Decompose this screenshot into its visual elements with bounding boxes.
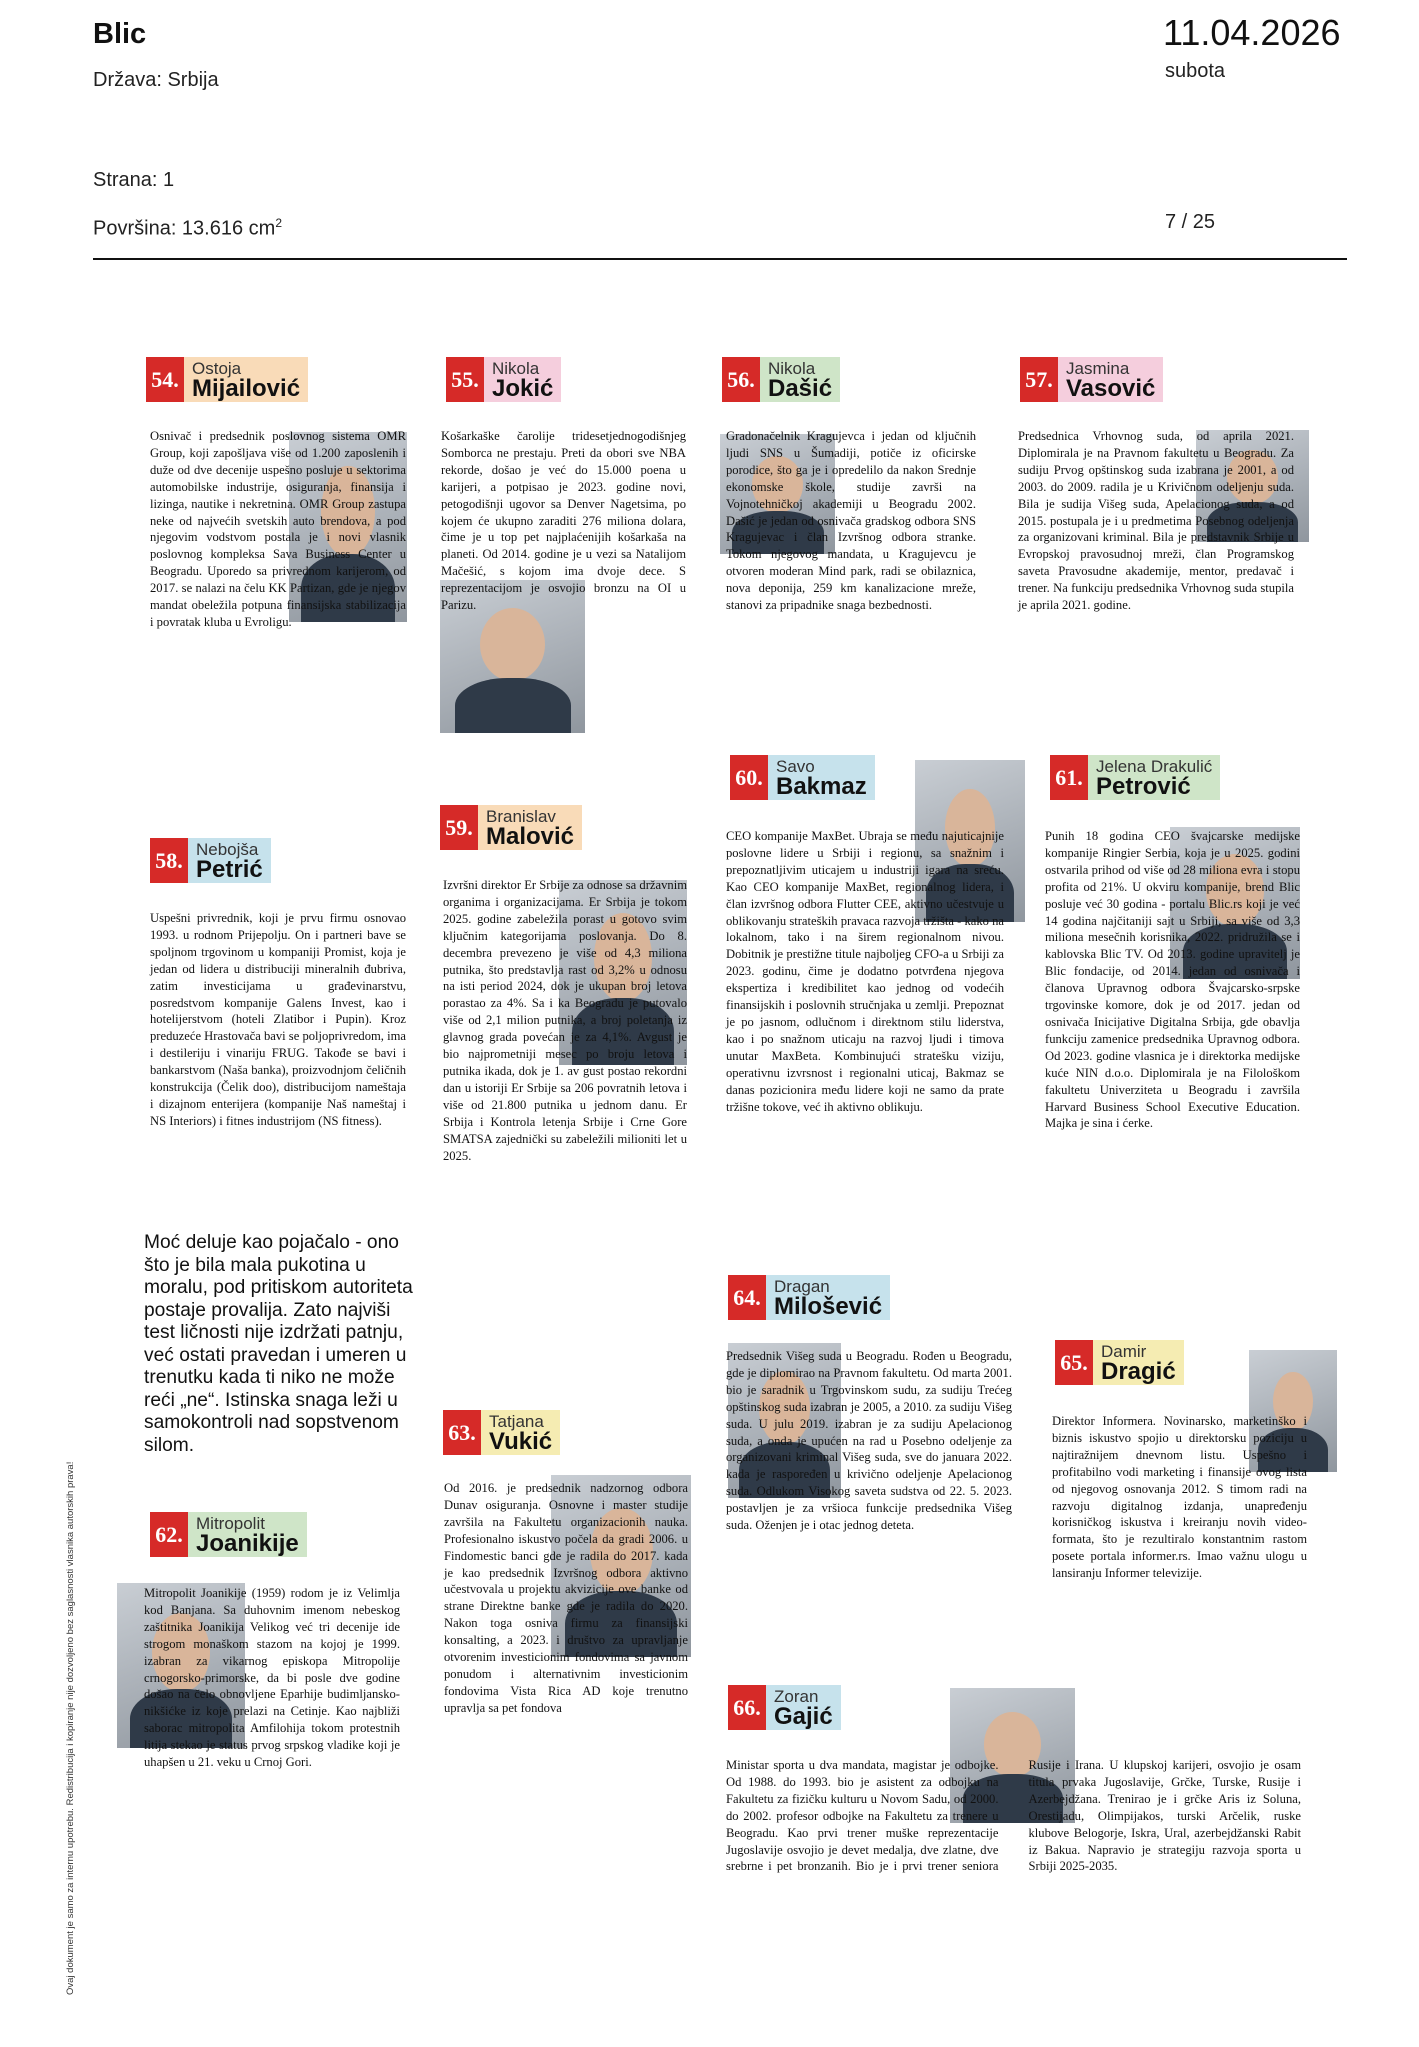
label-63 [443,1410,560,1455]
publication-name: Blic [93,18,147,50]
first-name: Nikola [492,358,540,378]
label-55 [446,357,561,402]
last-name: Bakmaz [776,772,867,800]
entry-number: 59. [440,805,478,850]
bio: Gradonačelnik Kragujevca i jedan od ključnih ljudi SNS u Šumadiji, potiče iz oficirske porodice, što ga je i opredelilo da nakon Srednje ekonomske škole, studije završi na Vojnotehničkoj akademiji u Beogradu 2002. Dašić je jedan od osnivača gradskog odbora SNS Kragujevac i član Izvršnog odbora stranke. Tokom njegovog mandata, u Kragujevcu je otvoren moderan Mind park, radi se obilaznica, nova deponija, 259 km kanalizacione mreže, stanovi za pripadnike snaga bezbednosti. [726,429,976,613]
first-name: Nikola [768,358,816,378]
label-60 [730,755,875,800]
entry-number: 55. [446,357,484,402]
last-name: Petrić [196,855,263,883]
entry-number: 64. [728,1275,766,1320]
last-name: Mijailović [192,374,301,402]
bio: Košarkaške čarolije tridesetjednogodišnjeg Somborca ne prestaju. Preti da obori sve NBA rekorde, došao je već do 15.000 poena u karijeri, a potpisao je 2023. godine novi, petogodišnji ugovor sa Denver Nagetsima, po kojem će ukupno zaraditi 276 miliona dolara, čime je u top pet najplaćenijih košarkaša na planeti. Od 2014. godine je u vezi sa Natalijom Mačešić, s kojom ima dvoje dece. S reprezentacijom je osvojio bronzu na OI u Parizu. [441,429,686,613]
bio-text-54 [150,428,406,631]
first-name: Savo [776,756,815,776]
area-unit-exponent: 2 [275,216,283,230]
entry-number: 65. [1055,1340,1093,1385]
issue-day: subota [1165,60,1226,82]
last-name: Joanikije [196,1529,299,1557]
bio: Mitropolit Joanikije (1959) rodom je iz Velimlja kod Banjana. Sa duhovnim imenom nebeskog zaštitnika Joanikija Velikog već tri decenije ide strogom monaškom stazom na kojoj je 1999. izabran za vikarnog episkopa Mitropolije crnogorsko-primorske, da bi posle dve godine došao na čelo obnovljene Eparhije budimljansko-nikšićke iz koje prelazi na Cetinje. Kao najbliži saborac mitropolita Amfilohija tokom protestnih litija stekao je status prvog srpskog vladike koji je uhapšen u 21. veku u Crnoj Gori. [144,1586,400,1770]
first-name: Nebojša [196,839,259,859]
header-divider [93,258,1347,260]
bio-text-57 [1018,428,1294,614]
label-57 [1020,357,1163,402]
entry-number: 57. [1020,357,1058,402]
bio: Izvršni direktor Er Srbije za odnose sa državnim organima i organizacijama. Er Srbija je tokom 2025. godine zabeležila porast u gotovo svim ključnim kategorijama poslovanja. Do 8. decembra prevezeno je više od 4,3 miliona putnika, što predstavlja rast od 3,2% u odnosu na isti period 2024, dok je ukupan broj letova porastao za 4%. Sa i ka Beogradu je putovalo više od 2,1 milion putnika, a broj poletanja iz glavnog grada povećan je za 4,1%. Avgust je bio najprometniji mesec po broju letova i putnika ikada, dok je 1. av gust postao rekordni dan u istoriji Er Srbije sa 206 povratnih letova i više od 21.800 putnika u jednom danu. Er Srbija i Kontrola letenja Srbije i Crne Gore SMATSA zajednički su zabeležili milioniti let u 2025. [443,878,687,1163]
bio: Predsednica Vrhovnog suda, od aprila 2021. Diplomirala je na Pravnom fakultetu u Beogradu. Za sudiju Prvog opštinskog suda izabrana je 2001, a od 2003. do 2009. radila je u Krivičnom odeljenju suda. Bila je sudija Višeg suda, Apelacionog suda, a od 2015. postupala je i u predmetima Posebnog odeljenja za organizovani kriminal. Bila je predstavnik Srbije u Evropskoj pravosudnoj mreži, član Programskog saveta Pravosudne akademije, mentor, predavač i trener. Na funkciju predsednika Vrhovnog suda stupila je aprila 2021. godine. [1018,429,1294,613]
last-name: Petrović [1096,772,1191,800]
label-54 [146,357,308,402]
last-name: Gajić [774,1702,833,1730]
label-64 [728,1275,890,1320]
entry-number: 58. [150,838,188,883]
bio-text-60 [726,828,1004,1115]
bio: Uspešni privrednik, koji je prvu firmu osnovao 1993. u rodnom Prijepolju. On i partneri bave se spoljnom trgovinom u kompaniji Promist, koja je jedan od lidera u distribuciji mineralnih đubriva, zatim investicijama u građevinarstvu, posredstvom kompanije Galens Invest, kao i hotelijerstvom (hoteli Zlatibor i Pupin). Kroz preduzeće Hrastovača bavi se poljoprivredom, ima i destileriju i vinariju FRUG. Takođe se bavi i bankarstvom (Naša banka), proizvodnjom čeličnih konstrukcija (Čelik doo), distribucijom nameštaja i dizajnom enterijera (kompanije Naš nameštaj i NS Interiors) i fitnes industrijom (NS fitness). [150,911,406,1128]
entry-number: 56. [722,357,760,402]
label-56 [722,357,840,402]
copyright-note: Ovaj dokument je samo za internu upotrebu. Redistribucija i kopiranje nije dozvoljeno bez saglasnosti vlasnika autorskih prava! [65,1461,76,1995]
label-65 [1055,1340,1184,1385]
last-name: Vukić [489,1427,553,1455]
bio: Osnivač i predsednik poslovnog sistema OMR Group, koji zapošljava više od 1.200 zaposlenih i duže od dve decenije uspešno posluje u sektorima automobilske industrije, osiguranja, finansija i lizinga, nautike i nekretnina. OMR Group zastupa neke od najvećih svetskih auto brendova, a pod njegovim vodstvom postala je i novi vlasnik poslovnog kompleksa Sava Business Center u Beogradu. Uporedo sa privrednom karijerom, od 2017. se nalazi na čelu KK Partizan, gde je njegov mandat obeležila potpuna finansijska stabilizacija i povratak kluba u Evroligu. [150,429,406,629]
first-name: Mitropolit [196,1513,265,1533]
bio-text-66 [726,1757,1301,1875]
entry-number: 62. [150,1512,188,1557]
bio: Direktor Informera. Novinarsko, marketinško i biznis iskustvo spojio u direktorsku poziciju u najtiražnijem dnevnom listu. Uspešno i profitabilno vodi marketing i finansije ovog lista od njegovog osnovanja 2012. S timom radi na razvoju digitalnog izdanja, unapređenju korisničkog iskustva i kreiranju novih video-formata, što je rezultiralo konstantnim rastom posete portala informer.rs. Imao važnu ulogu u lansiranju Informer televizije. [1052,1414,1307,1581]
area-label [93,216,282,241]
pull-quote: Moć deluje kao pojačalo - ono što je bila mala pukotina u moralu, pod pritiskom autoriteta postaje provalija. Zato najviši test ličnosti nije izdržati patnju, već ostati pravedan i umeren u trenutku kada ti niko ne može reći „ne“. Istinska snaga leži u samokontroli nad sopstvenom silom. [144,1232,413,1456]
bio: Punih 18 godina CEO švajcarske medijske kompanije Ringier Serbia, koja je u 2025. godini ostvarila prihod od više od 28 miliona evra i stopu profita od 21%. U okviru kompanije, brend Blic posluje već 30 godina - portalu Blic.rs koji je već 14 godina najčitaniji sajt u Srbiji, sa više od 3,3 miliona mesečnih korisnika, 2022. pridružila se i kablovska Blic TV. Od 2013. godine upravitelj je Blic fondacije, od 2014. jedan od osnivača i članova Upravnog odbora Švajcarsko-srpske trgovinske komore, dok je od 2017. jedan od osnivača Inicijative Digitalna Srbija, gde obavlja funkciju zamenice predsednika Upravnog odbora. Od 2023. godine vlasnica je i direktorka medijske kuće NIN d.o.o. Diplomirala je na Filološkom fakultetu Univerziteta u Beogradu i završila Harvard Business School Executive Education. Majka je sina i ćerke. [1045,829,1300,1131]
bio-text-62 [144,1585,400,1771]
country-label: Država: Srbija [93,69,219,91]
first-name: Branislav [486,806,556,826]
last-name: Dragić [1101,1357,1176,1385]
first-name: Damir [1101,1341,1147,1361]
entry-number: 63. [443,1410,481,1455]
bio: CEO kompanije MaxBet. Ubraja se među najuticajnije poslovne lidere u Srbiji i regionu, sa snažnim i prepoznatljivim uticajem u industriji igara na sreću. Kao CEO kompanije MaxBet, regionalnog lidera, i član izvršnog odbora Flutter CEE, aktivno učestvuje u oblikovanju strateških pravaca razvoja tržišta - kako na lokalnom, tako i na širem regionalnom nivou. Dobitnik je prestižne titule najboljeg CFO-a u Srbiji za 2023. godinu, čime je dodatno potvrđena njegova ekspertiza i kredibilitet kao jednog od vodećih finansijskih i poslovnih stručnjaka u zemlji. Prepoznat je po jasnom, odlučnom i direktnom stilu liderstva, kao i po snažnom uticaju na razvoj ljudi i timova unutar MaxBeta. Kombinujući stratešku viziju, operativnu izvrsnost i regionalni uticaj, Bakmaz se danas pozicionira među lidere koji ne samo da prate tržišne tokove, već ih aktivno oblikuju. [726,829,1005,1114]
last-name: Vasović [1066,374,1156,402]
first-name: Jelena Drakulić [1096,756,1213,776]
entry-number: 66. [728,1685,766,1730]
label-59 [440,805,582,850]
label-58 [150,838,271,883]
label-66 [728,1685,841,1730]
first-name: Dragan [774,1276,830,1296]
bio-text-59 [443,877,687,1164]
bio-text-55 [441,428,686,614]
first-name: Jasmina [1066,358,1130,378]
entry-number: 61. [1050,755,1088,800]
label-61 [1050,755,1220,800]
bio-text-56 [726,428,976,614]
first-name: Zoran [774,1686,819,1706]
bio: Ministar sporta u dva mandata, magistar je odbojke. Od 1988. do 1993. bio je asistent za odbojku na Fakultetu za fizičku kulturu u Novom Sadu, od 2000. do 2002. profesor odbojke na Fakultetu za trenere u Beogradu. Kao prvi trener muške reprezentacije Jugoslavije osvojio je devet medalja, dve zlatne, dve srebrne i pet bronzanih. Bio je i prvi trener seniora Rusije i Irana. U klupskoj karijeri, osvojio je osam titula prvaka Jugoslavije, Grčke, Turske, Rusije i Azerbejdžana. Trenirao je i grčke Aris iz Soluna, Orestijadu, Olimpijakos, turski Arčelik, ruske klubove Belogorje, Iskra, Ural, azerbejdžanski Rabit iz Bakua. Napravio je strategiju razvoja sporta u Srbiji 2025-2035. [726,1758,1301,1874]
bio-text-65 [1052,1413,1307,1582]
bio: Predsednik Višeg suda u Beogradu. Rođen u Beogradu, gde je diplomirao na Pravnom fakultetu. Od marta 2001. bio je saradnik u Trgovinskom sudu, za sudiju Trećeg opštinskog suda izabran je 2005, a 2010. za sudiju Višeg suda. U julu 2019. izabran je za sudiju Apelacionog suda, a onda je upućen na rad u Posebno odeljenje za organizovani kriminal Višeg suda, sve do januara 2022. kada je raspoređen u krivično odeljenje Apelacionog suda. Odlukom Visokog saveta sudstva od 22. 5. 2023. postavljen je za vršioca funkcije predsednika Višeg suda. Oženjen je i otac jednog deteta. [726,1349,1012,1533]
bio: Od 2016. je predsednik nadzornog odbora Dunav osiguranja. Osnovne i master studije završila na Fakultetu organizacionih nauka. Profesionalno iskustvo počela da gradi 2006. u Findomestic banci gde je radila do 2017. kada je kao predsednik Izvršnog odbora aktivno učestvovala u projektu akvizicije ove banke od strane Direktne banke gde je radila do 2020. Nakon toga osniva firmu za finansijski konsalting, a 2023. i društvo za upravljanje otvorenim investicionim fondovima sa javnom ponudom i alternativnim investicionim fondovima Vista Rica AD koje trenutno upravlja sa pet fondova [444,1481,688,1715]
bio-text-61 [1045,828,1300,1132]
last-name: Jokić [492,374,554,402]
bio-text-64 [726,1348,1012,1534]
label-62 [150,1512,307,1557]
last-name: Dašić [768,374,833,402]
last-name: Malović [486,822,575,850]
first-name: Tatjana [489,1411,544,1431]
page-counter: 7 / 25 [1165,211,1216,233]
bio-text-63 [444,1480,688,1717]
bio-text-58 [150,910,406,1130]
entry-number: 60. [730,755,768,800]
entry-number: 54. [146,357,184,402]
area-value: Površina: 13.616 cm [93,217,276,240]
page-label: Strana: 1 [93,169,175,191]
first-name: Ostoja [192,358,242,378]
issue-date: 11.04.2026 [1163,12,1341,53]
last-name: Milošević [774,1292,883,1320]
